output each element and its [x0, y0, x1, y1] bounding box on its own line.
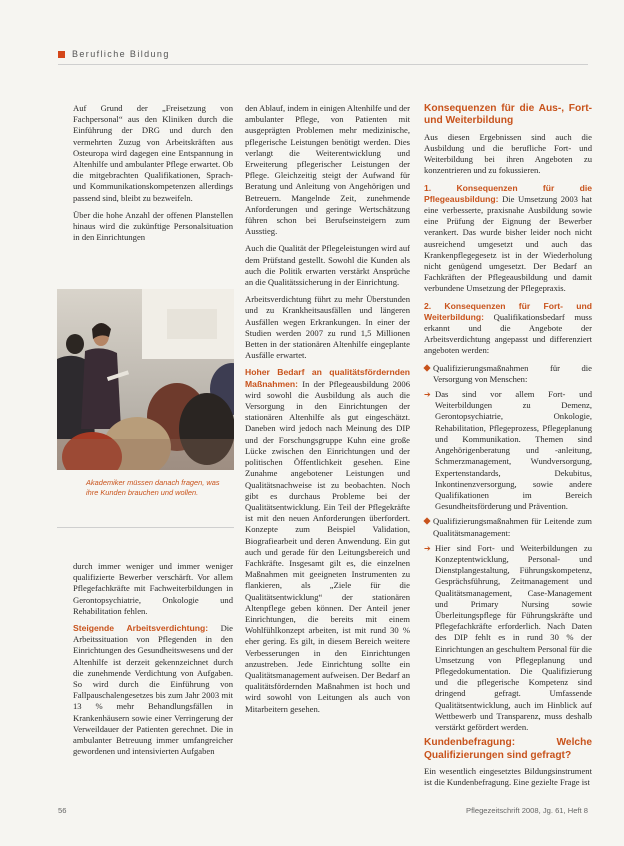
diamond-bullet-icon: [423, 518, 430, 525]
col3-arrow-item-1-text: Das sind vor allem Fort- und Weiterbildungen zu Demenz, Gerontopsychiatrie, Onkologie, Rehabilitation, Pflegeprozess, Pflegeplanung und Kommunikation. Themen sind Angehörigenberatung und -anleitung, Schmerzmanagement, Wundversorgung, Expertenstandards, Dekubitus, Inkontinenzversorgung, sowie andere Qualifikationen im Bereich Gesundheitsförderung und Prävention.: [435, 389, 592, 512]
photo-caption: Akademiker müssen danach fragen, was ihre Kunden brauchen und wollen.: [86, 478, 220, 497]
header-divider: [58, 64, 588, 65]
journal-citation: Pflegezeitschrift 2008, Jg. 61, Heft 8: [466, 806, 588, 815]
section-title: Berufliche Bildung: [72, 49, 170, 59]
col3-arrow-item-2: [424, 543, 592, 733]
col1-paragraph-3: durch immer weniger und immer weniger qualifizierte Bewerber verschärft. Vor allem Pflegefachkräfte mit Fachweiterbildungen in Gerontopsychiatrie, Onkologie und Rehabilitation fehlen.: [73, 561, 233, 616]
col1-paragraph-4: [73, 623, 233, 757]
article-photo: [57, 289, 234, 470]
col3-bullet-2-text: Qualifizierungsmaßnahmen für Leitende zum Qualitätsmanagement:: [433, 516, 592, 538]
col3-paragraph-3: [424, 301, 592, 357]
page-footer: [58, 806, 588, 815]
col2-paragraph-1: den Ablauf, indem in einigen Altenhilfe und der ambulanter Pflege, von Patienten mit ausgeprägten Problemen mehr medizinische, pflegerische Leistungen benötigt werden. Dies verlangt die Weiterentwicklung und Erweiterung pflegerischer Leistungen der Pflege. Gleichzeitig steigt der Aufwand für Beratung und Anleitung von Angehörigen und Betreuern. Mangelnde Zeit, zunehmende Anforderungen und geringe Wertschätzung führen schon bei Berufseinsteigern zum Ausstieg.: [245, 103, 410, 237]
column-1-top: [73, 103, 233, 249]
col3-lead-heading-2: 2. Konsequenzen für Fort- und Weiterbildung:: [424, 300, 592, 322]
col2-paragraph-4-body: In der Pflegeausbildung 2006 wird sowohl die Ausbildung als auch die Versorgung in den Einrichtungen der stationären Altenhilfe als gut eingeschätzt. Daneben wird jedoch nach Meinung des DIP und der Forschungsgruppe Kuhn eine große Lücke zwischen den Einrichtungen und der politischen Öffentlichkeit gesehen. Eine Zunahme angebotener Leistungen und Qualitätsnachweise ist zu beobachten. Noch gibt es durchaus Probleme bei der Qualitätsentwicklung. Ein Teil der Pflegekräfte ist mit den neuen Anforderungen überfordert. Konzepte zum Beispiel Validation, Biografiearbeit und deren Anwendung. Ein gut auch und gerade für den Leitungsbereich und Fachkräfte. Insgesamt gilt es, die einzelnen Maßnahmen mit geeigneten Instrumenten zu flankieren, als „Ziele für die Qualitätsentwicklung“ der stationären Altenpflege geben können. Der Anteil jener Einrichtungen, die bereits mit einem Wohlfühlkonzept arbeiten, ist mit rund 30 % eher gering. Es gilt, in diesem Bereich weitere Verbesserungen in den Einrichtungen anzustreben. Jede Einrichtung sollte ein Qualitätsmanagement aufweisen. Der Bedarf an qualitätsfördernden Maßnahmen ist hoch und wird sowohl von Leitungen als auch von Mitarbeitern gesehen.: [245, 378, 410, 714]
col3-paragraph-2: [424, 183, 592, 295]
col3-lead-heading-1: 1. Konsequenzen für die Pflegeausbildung:: [424, 182, 592, 204]
diamond-bullet-icon: [423, 364, 430, 371]
col1-lead-heading: Steigende Arbeitsverdichtung:: [73, 623, 209, 634]
col3-heading-4: Kundenbefragung: Welche Qualifizierungen sind gefragt?: [424, 737, 592, 761]
arrow-right-icon: ➔: [424, 543, 431, 553]
column-3: [424, 103, 592, 794]
section-marker-square: [58, 51, 65, 58]
caption-divider: [57, 527, 234, 528]
col3-bullet-1: [424, 363, 592, 385]
col1-paragraph-1: Auf Grund der „Freisetzung von Fachpersonal“ aus den Kliniken durch die Einführung der DRG und durch den vermehrten Zuzug von Arbeitskräften aus Osteuropa wird dagegen eine Entspannung in Altenhilfe und ambulanter Pflege erwartet. Ob die mitgebrachten Qualifikationen, Sprach- und Kommunikationskompetenzen allerdings passend sind, bleibt zu bezweifeln.: [73, 103, 233, 203]
col3-paragraph-1: Aus diesen Ergebnissen sind auch die Ausbildung und die berufliche Fort- und Weiterbildung bei ihren Angeboten zu konzentrieren und zu fokussieren.: [424, 131, 592, 176]
col3-bullet-1-text: Qualifizierungsmaßnahmen für die Versorgung von Menschen:: [433, 362, 592, 384]
section-header: [58, 47, 588, 61]
col3-arrow-item-1: [424, 389, 592, 512]
col3-paragraph-2-body: Die Umsetzung 2003 hat eine verbesserte, praxisnahe Ausbildung sowie eine Prüfung der Eignung der Bewerber verankert. Das wurde bisher leider noch nicht ausreichend umgesetzt und auch das Krankenpflegegesetz ist in der Wiederholung nicht genügend umgesetzt. Der Bedarf an Fachkräften der Pflegeausbildung und damit verbundene Umsetzung der Pflegepraxis.: [424, 193, 592, 294]
col2-paragraph-2: Auch die Qualität der Pflegeleistungen wird auf dem Prüfstand gestellt. Sowohl die Kunden als auch die Politik erwarten verstärkt Ansprüche an die Qualitätssicherung in der Einrichtung.: [245, 243, 410, 288]
col3-paragraph-4: Ein wesentlich eingesetztes Bildungsinstrument ist die Kundenbefragung. Eine gezielte Frage ist: [424, 765, 592, 788]
col3-arrow-item-2-text: Hier sind Fort- und Weiterbildungen zu Konzeptentwicklung, Personal- und Dienstplangestaltung, Führungskompetenz, Gesprächsführung, Zeitmanagement und Qualitätsmanagement, Case-Management und Primary Nursing sowie Überleitungspflege für Führungskräfte und Pflegefachkräfte erforderlich. Nach Daten des DIP fehlt es in rund 30 % der Einrichtungen an geschultem Personal für die Umsetzung von Pflegeplanung und Pflegedokumentation. Die Qualifizierung und die pflegerische Kompetenz sind dringend gefragt. Umfassende Qualitätsentwicklung, auch im Hinblick auf Wettbewerb und Transparenz, muss deshalb verstärkt gefördert werden.: [435, 542, 592, 732]
col3-bullet-2: [424, 516, 592, 538]
column-2: [245, 103, 410, 721]
col2-paragraph-4: [245, 367, 410, 714]
arrow-right-icon: ➔: [424, 390, 431, 400]
col3-paragraph-3-body: Qualifikationsbedarf muss erkannt und die Angebote der Arbeitsverdichtung angepasst und differenziert angeboten werden:: [424, 311, 592, 356]
page-number: 56: [58, 806, 67, 815]
col3-heading-1: Konsequenzen für die Aus-, Fort- und Weiterbildung: [424, 103, 592, 127]
col2-paragraph-3: Arbeitsverdichtung führt zu mehr Überstunden und zu Krankheitsausfällen und längeren Ausfällen wegen Erkrankungen. In einer der Studien werden 2007 zu rund 1,5 Millionen Betten in der stationären Altenhilfe eingeplante Ausfälle erwartet.: [245, 294, 410, 361]
classroom-photo-illustration: [57, 289, 234, 470]
column-1-bottom: [73, 561, 233, 763]
col1-paragraph-2: Über die hohe Anzahl der offenen Planstellen hinaus wird die zukünftige Personalsituation in den Einrichtungen: [73, 209, 233, 243]
col1-paragraph-4-body: Die Arbeitssituation von Pflegenden in den Einrichtungen des Gesundheitswesens und der Altenhilfe ist derzeit gekennzeichnet durch die zunehmende Verdichtung von Aufgaben. So wird durch die Einführung von Fallpauschalengesetzes bis zum Jahr 2003 mit 13 % mehr Behandlungsfällen in Krankenhäusern sowie einer Verringerung der Verweildauer der Patienten gerechnet. Die in ambulanter Betreuung immer umfangreicher gewordenen und intensivierten Aufgaben: [73, 623, 233, 757]
col2-lead-heading: Hoher Bedarf an qualitätsfördernden Maßnahmen:: [245, 367, 410, 389]
